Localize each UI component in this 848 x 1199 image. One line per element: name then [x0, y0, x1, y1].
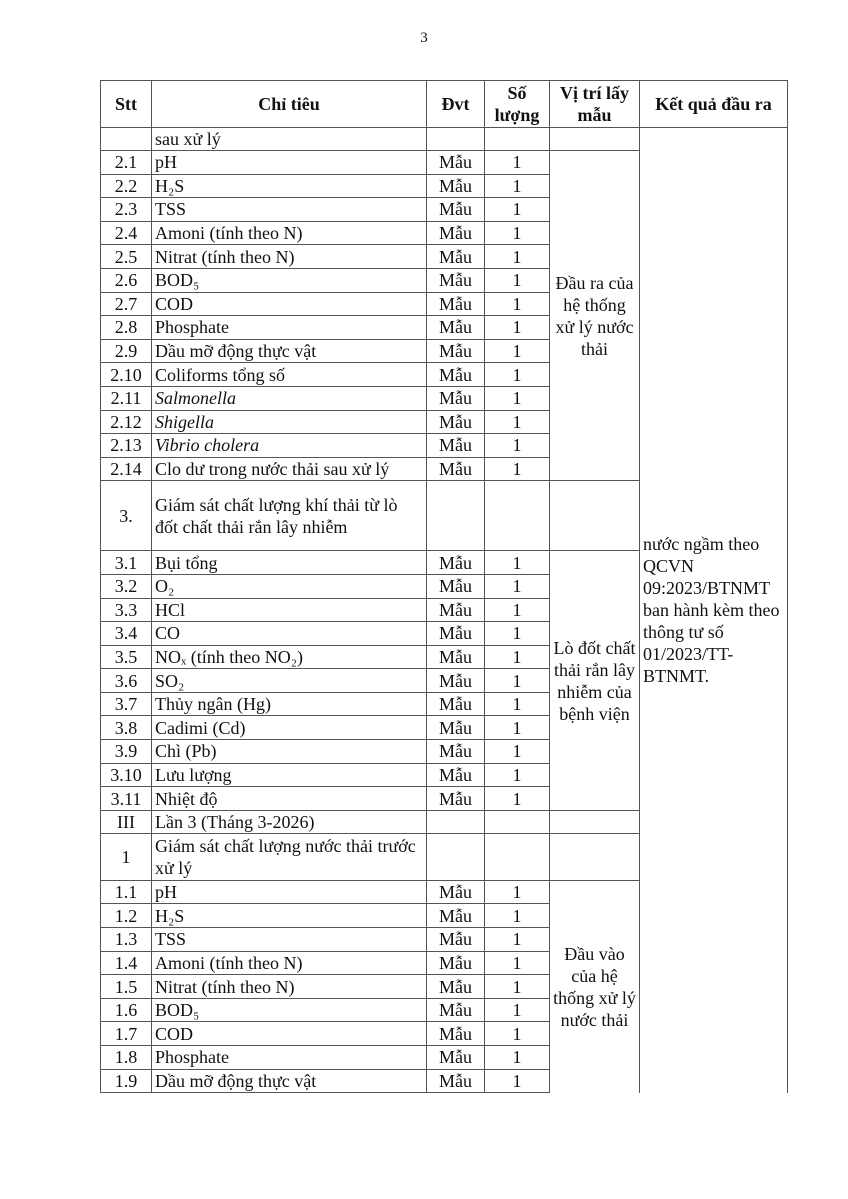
indicator-name: Coliforms tổng số: [152, 363, 427, 387]
table-header-row: [101, 81, 788, 128]
stt-cell: 2.12: [101, 410, 152, 434]
quantity-cell: 1: [485, 1069, 550, 1093]
indicator-name: Cadimi (Cd): [152, 716, 427, 740]
unit-cell: Mẫu: [427, 763, 485, 787]
indicator-name: TSS: [152, 928, 427, 952]
quantity-cell: 1: [485, 339, 550, 363]
quantity-cell: 1: [485, 669, 550, 693]
unit-cell: Mẫu: [427, 1069, 485, 1093]
header-ket-qua: Kết quả đầu ra: [640, 81, 788, 128]
stt-cell: 1.1: [101, 880, 152, 904]
indicator-name: SO₂: [152, 669, 427, 693]
unit-cell: Mẫu: [427, 1022, 485, 1046]
quantity-cell: 1: [485, 268, 550, 292]
indicator-name: H₂S: [152, 174, 427, 198]
stt-cell: 2.9: [101, 339, 152, 363]
indicator-name: Amoni (tính theo N): [152, 221, 427, 245]
indicator-name: BOD₅: [152, 998, 427, 1022]
location-outlet: Đầu ra của hệ thống xử lý nước thải: [550, 151, 640, 481]
indicator-name: COD: [152, 1022, 427, 1046]
quantity-cell: 1: [485, 975, 550, 999]
section-title: Giám sát chất lượng nước thải trước xử lý: [152, 833, 427, 880]
location-inlet: Đầu vào của hệ thống xử lý nước thải: [550, 880, 640, 1092]
stt-cell: 3.4: [101, 622, 152, 646]
section-stt: 1: [101, 833, 152, 880]
quantity-cell: 1: [485, 457, 550, 481]
unit-cell: Mẫu: [427, 268, 485, 292]
qty-cell: [485, 481, 550, 551]
unit-cell: Mẫu: [427, 174, 485, 198]
unit-cell: Mẫu: [427, 622, 485, 646]
stt-cell: 3.11: [101, 787, 152, 811]
unit-cell: Mẫu: [427, 551, 485, 575]
indicator-name: Vibrio cholera: [152, 434, 427, 458]
continued-label: sau xử lý: [152, 128, 427, 151]
stt-cell: 1.7: [101, 1022, 152, 1046]
stt-cell: 1.5: [101, 975, 152, 999]
dvt-cell: [427, 481, 485, 551]
quantity-cell: 1: [485, 622, 550, 646]
unit-cell: Mẫu: [427, 787, 485, 811]
quantity-cell: 1: [485, 316, 550, 340]
unit-cell: Mẫu: [427, 363, 485, 387]
indicator-name: Amoni (tính theo N): [152, 951, 427, 975]
qty-cell: [485, 810, 550, 833]
quantity-cell: 1: [485, 928, 550, 952]
quantity-cell: 1: [485, 221, 550, 245]
quantity-cell: 1: [485, 1022, 550, 1046]
unit-cell: Mẫu: [427, 434, 485, 458]
quantity-cell: 1: [485, 763, 550, 787]
quantity-cell: 1: [485, 198, 550, 222]
stt-cell: 3.6: [101, 669, 152, 693]
indicator-name: O₂: [152, 574, 427, 598]
quantity-cell: 1: [485, 574, 550, 598]
indicator-name: Phosphate: [152, 316, 427, 340]
dvt-cell: [427, 128, 485, 151]
unit-cell: Mẫu: [427, 598, 485, 622]
header-chi-tieu: Chỉ tiêu: [152, 81, 427, 128]
section-title: Lần 3 (Tháng 3-2026): [152, 810, 427, 833]
location-cell: [550, 833, 640, 880]
stt-cell: 2.10: [101, 363, 152, 387]
quantity-cell: 1: [485, 645, 550, 669]
quantity-cell: 1: [485, 716, 550, 740]
unit-cell: Mẫu: [427, 339, 485, 363]
indicator-name: CO: [152, 622, 427, 646]
quantity-cell: 1: [485, 1046, 550, 1070]
unit-cell: Mẫu: [427, 880, 485, 904]
indicator-name: Lưu lượng: [152, 763, 427, 787]
unit-cell: Mẫu: [427, 457, 485, 481]
stt-cell: 3.9: [101, 740, 152, 764]
stt-cell: 2.8: [101, 316, 152, 340]
unit-cell: Mẫu: [427, 975, 485, 999]
quantity-cell: 1: [485, 245, 550, 269]
indicator-name: Shigella: [152, 410, 427, 434]
stt-cell: 3.8: [101, 716, 152, 740]
indicator-name: Dầu mỡ động thực vật: [152, 339, 427, 363]
stt-cell: 3.10: [101, 763, 152, 787]
unit-cell: Mẫu: [427, 574, 485, 598]
page-number: 3: [420, 30, 428, 46]
location-cell: [550, 810, 640, 833]
indicator-name: pH: [152, 151, 427, 175]
unit-cell: Mẫu: [427, 645, 485, 669]
stt-cell: 1.2: [101, 904, 152, 928]
indicator-name: TSS: [152, 198, 427, 222]
indicator-name: Dầu mỡ động thực vật: [152, 1069, 427, 1093]
indicator-name: Clo dư trong nước thải sau xử lý: [152, 457, 427, 481]
stt-cell: 3.3: [101, 598, 152, 622]
unit-cell: Mẫu: [427, 998, 485, 1022]
unit-cell: Mẫu: [427, 928, 485, 952]
unit-cell: Mẫu: [427, 198, 485, 222]
stt-cell: 2.5: [101, 245, 152, 269]
stt-cell: 2.7: [101, 292, 152, 316]
header-vi-tri: Vị trí lấy mẫu: [550, 81, 640, 128]
stt-cell: 1.9: [101, 1069, 152, 1093]
stt-cell: 3.2: [101, 574, 152, 598]
unit-cell: Mẫu: [427, 716, 485, 740]
quantity-cell: 1: [485, 880, 550, 904]
quantity-cell: 1: [485, 951, 550, 975]
indicator-name: Salmonella: [152, 386, 427, 410]
stt-cell: 3.7: [101, 692, 152, 716]
stt-cell: 2.4: [101, 221, 152, 245]
stt-cell: 2.11: [101, 386, 152, 410]
indicator-name: Chì (Pb): [152, 740, 427, 764]
stt-cell: 1.8: [101, 1046, 152, 1070]
result-cell: nước ngầm theo QCVN 09:2023/BTNMT ban hành kèm theo thông tư số 01/2023/TT-BTNMT.: [640, 128, 788, 1093]
unit-cell: Mẫu: [427, 740, 485, 764]
quantity-cell: 1: [485, 174, 550, 198]
header-stt: Stt: [101, 81, 152, 128]
quantity-cell: 1: [485, 740, 550, 764]
indicator-name: BOD₅: [152, 268, 427, 292]
quantity-cell: 1: [485, 292, 550, 316]
unit-cell: Mẫu: [427, 410, 485, 434]
indicator-name: NOₓ (tính theo NO₂): [152, 645, 427, 669]
quantity-cell: 1: [485, 151, 550, 175]
indicator-name: Phosphate: [152, 1046, 427, 1070]
stt-cell: [101, 128, 152, 151]
quantity-cell: 1: [485, 410, 550, 434]
stt-cell: 2.6: [101, 268, 152, 292]
unit-cell: Mẫu: [427, 669, 485, 693]
location-incinerator: Lò đốt chất thải rắn lây nhiễm của bệnh viện: [550, 551, 640, 811]
table-body: [101, 128, 788, 1093]
indicator-name: Nitrat (tính theo N): [152, 975, 427, 999]
quantity-cell: 1: [485, 386, 550, 410]
unit-cell: Mẫu: [427, 221, 485, 245]
unit-cell: Mẫu: [427, 386, 485, 410]
indicator-name: Thủy ngân (Hg): [152, 692, 427, 716]
quantity-cell: 1: [485, 904, 550, 928]
table-row: [101, 128, 788, 151]
section-stt: III: [101, 810, 152, 833]
indicator-name: Nitrat (tính theo N): [152, 245, 427, 269]
quantity-cell: 1: [485, 551, 550, 575]
unit-cell: Mẫu: [427, 245, 485, 269]
quantity-cell: 1: [485, 998, 550, 1022]
stt-cell: 2.13: [101, 434, 152, 458]
indicator-name: HCl: [152, 598, 427, 622]
dvt-cell: [427, 810, 485, 833]
stt-cell: 2.2: [101, 174, 152, 198]
dvt-cell: [427, 833, 485, 880]
indicator-name: Bụi tổng: [152, 551, 427, 575]
quantity-cell: 1: [485, 787, 550, 811]
quantity-cell: 1: [485, 434, 550, 458]
quantity-cell: 1: [485, 363, 550, 387]
header-dvt: Đvt: [427, 81, 485, 128]
indicator-name: Nhiệt độ: [152, 787, 427, 811]
unit-cell: Mẫu: [427, 151, 485, 175]
qty-cell: [485, 833, 550, 880]
header-so-luong: Số lượng: [485, 81, 550, 128]
location-cell: [550, 128, 640, 151]
stt-cell: 2.3: [101, 198, 152, 222]
indicator-name: COD: [152, 292, 427, 316]
qty-cell: [485, 128, 550, 151]
stt-cell: 2.14: [101, 457, 152, 481]
indicator-name: H₂S: [152, 904, 427, 928]
section-title: Giám sát chất lượng khí thải từ lò đốt chất thải rắn lây nhiễm: [152, 481, 427, 551]
stt-cell: 1.6: [101, 998, 152, 1022]
unit-cell: Mẫu: [427, 1046, 485, 1070]
unit-cell: Mẫu: [427, 692, 485, 716]
section-stt: 3.: [101, 481, 152, 551]
stt-cell: 1.3: [101, 928, 152, 952]
indicator-name: pH: [152, 880, 427, 904]
quantity-cell: 1: [485, 598, 550, 622]
stt-cell: 2.1: [101, 151, 152, 175]
stt-cell: 3.1: [101, 551, 152, 575]
unit-cell: Mẫu: [427, 316, 485, 340]
location-cell: [550, 481, 640, 551]
unit-cell: Mẫu: [427, 951, 485, 975]
monitoring-table: [100, 80, 788, 1093]
quantity-cell: 1: [485, 692, 550, 716]
stt-cell: 1.4: [101, 951, 152, 975]
unit-cell: Mẫu: [427, 292, 485, 316]
unit-cell: Mẫu: [427, 904, 485, 928]
stt-cell: 3.5: [101, 645, 152, 669]
